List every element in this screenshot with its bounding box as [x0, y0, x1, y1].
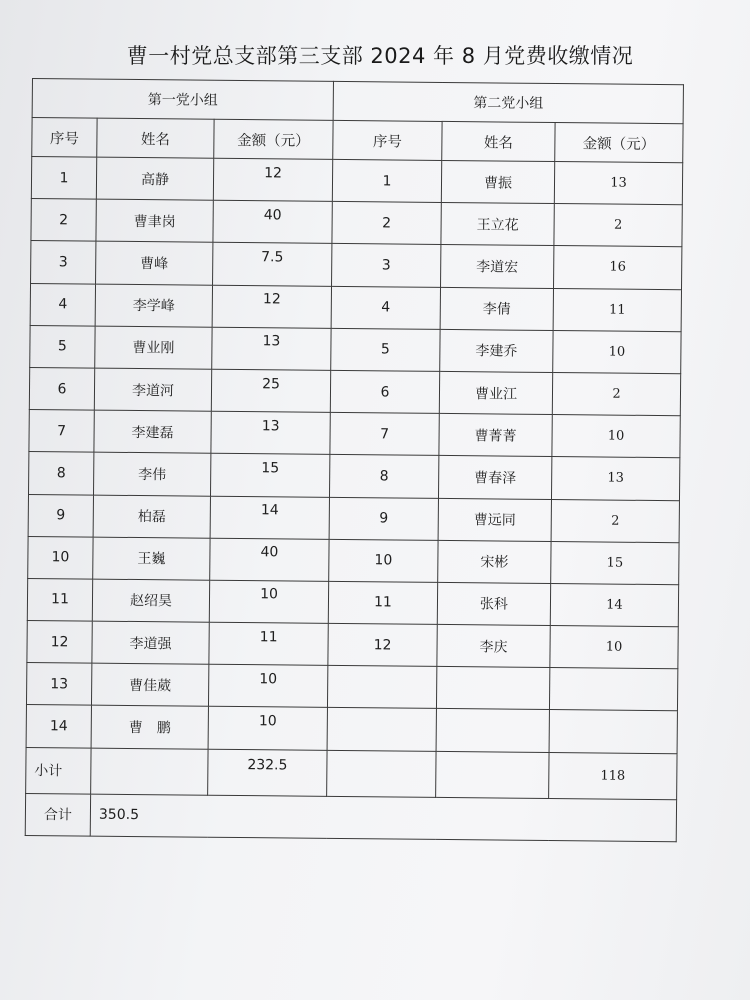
- subtotal-left-cell: [208, 749, 327, 796]
- right-name-header: 姓名: [442, 121, 555, 161]
- left-seq-cell: 4: [30, 283, 95, 326]
- right-amount-cell: [549, 668, 677, 711]
- left-name-cell: 王巍: [93, 537, 210, 580]
- table-row: [28, 536, 679, 584]
- left-name-cell: 曹聿岗: [96, 199, 213, 242]
- right-amount-cell: 14: [550, 583, 678, 626]
- right-amount-cell: 10: [550, 626, 678, 669]
- table-row: [30, 325, 681, 373]
- right-seq-cell: [327, 666, 436, 709]
- column-header-row: [32, 118, 683, 163]
- subtotal-empty-cell: [436, 751, 549, 798]
- amount-value: 10: [260, 586, 279, 603]
- left-seq-cell: 7: [29, 410, 94, 453]
- left-seq-cell: 10: [28, 536, 93, 579]
- total-label: 合计: [25, 793, 90, 836]
- table-row: [28, 494, 679, 542]
- left-seq-cell: 14: [26, 705, 91, 748]
- right-seq-cell: 2: [332, 202, 441, 245]
- right-seq-cell: 8: [329, 455, 438, 498]
- right-seq-cell: 3: [332, 244, 441, 287]
- right-name-cell: 李道宏: [441, 245, 554, 288]
- left-amount-cell: [212, 285, 331, 328]
- subtotal-empty-cell: [327, 750, 436, 797]
- table-row: [31, 241, 682, 289]
- amount-value: 25: [262, 375, 281, 392]
- right-name-cell: 李庆: [437, 624, 550, 667]
- dues-table: [25, 78, 684, 842]
- right-name-cell: 曹远同: [438, 498, 551, 541]
- right-name-cell: 李倩: [440, 287, 553, 330]
- left-name-cell: 李伟: [94, 452, 211, 495]
- left-name-cell: 曹 鹏: [91, 706, 208, 749]
- right-seq-cell: 6: [330, 370, 439, 413]
- left-amount-cell: [210, 496, 329, 539]
- left-seq-cell: 5: [30, 325, 95, 368]
- left-amount-cell: [209, 622, 328, 665]
- table-row: [26, 663, 677, 711]
- table-row: [30, 283, 681, 331]
- left-name-cell: 曹业刚: [95, 326, 212, 369]
- left-name-cell: 赵绍昊: [92, 579, 209, 622]
- table-row: [27, 578, 678, 626]
- right-amount-cell: 16: [554, 246, 682, 289]
- amount-value: 12: [262, 291, 281, 308]
- amount-value: 14: [260, 502, 279, 519]
- left-name-cell: 柏磊: [93, 495, 210, 538]
- right-name-cell: 曹菁菁: [439, 414, 552, 457]
- subtotal-label: 小计: [26, 747, 91, 794]
- right-amount-cell: 15: [551, 541, 679, 584]
- left-seq-header: 序号: [32, 118, 97, 158]
- left-amount-cell: [210, 454, 329, 497]
- right-seq-cell: 1: [332, 159, 441, 202]
- table-row: [31, 157, 682, 205]
- right-name-cell: [436, 709, 549, 752]
- left-amount-header: 金额（元）: [214, 119, 333, 159]
- amount-value: 10: [258, 713, 277, 730]
- left-name-cell: 李道河: [94, 368, 211, 411]
- right-name-cell: 王立花: [441, 203, 554, 246]
- table-row: [31, 199, 682, 247]
- left-amount-cell: [213, 243, 332, 286]
- right-name-cell: 李建乔: [440, 329, 553, 372]
- right-seq-cell: 7: [330, 413, 439, 456]
- left-name-cell: 李建磊: [94, 410, 211, 453]
- right-seq-cell: 11: [328, 581, 437, 624]
- left-seq-cell: 8: [29, 452, 94, 495]
- subtotal-right-value: 118: [549, 752, 677, 799]
- left-name-cell: 高静: [96, 157, 213, 200]
- right-name-cell: 曹业江: [439, 371, 552, 414]
- left-amount-cell: [212, 327, 331, 370]
- amount-value: 11: [259, 628, 278, 646]
- table-row: [29, 452, 680, 500]
- left-name-cell: 曹峰: [96, 241, 213, 284]
- amount-value: 10: [259, 671, 278, 688]
- amount-value: 40: [260, 544, 279, 561]
- amount-value: 15: [261, 460, 280, 477]
- amount-value: 13: [262, 333, 281, 350]
- right-amount-cell: 10: [553, 330, 681, 373]
- left-amount-cell: [208, 664, 327, 707]
- amount-value: 7.5: [261, 249, 284, 266]
- table-row: [29, 410, 680, 458]
- left-amount-cell: [208, 707, 327, 750]
- left-amount-cell: [209, 580, 328, 623]
- right-amount-header: 金额（元）: [555, 123, 683, 163]
- right-seq-cell: 9: [329, 497, 438, 540]
- left-seq-cell: 6: [29, 367, 94, 410]
- right-seq-header: 序号: [333, 120, 442, 160]
- left-name-header: 姓名: [97, 118, 214, 158]
- right-amount-cell: 13: [554, 162, 682, 205]
- table-row: [26, 705, 677, 753]
- right-name-cell: 张科: [437, 582, 550, 625]
- right-seq-cell: 12: [328, 623, 437, 666]
- left-name-cell: 李道强: [92, 621, 209, 664]
- right-amount-cell: 2: [554, 204, 682, 247]
- left-name-cell: 曹佳葳: [91, 663, 208, 706]
- amount-value: 40: [263, 207, 282, 224]
- left-amount-cell: [210, 538, 329, 581]
- right-seq-cell: 4: [331, 286, 440, 329]
- left-seq-cell: 1: [31, 157, 96, 200]
- left-amount-cell: [211, 369, 330, 412]
- left-seq-cell: 3: [31, 241, 96, 284]
- right-amount-cell: [549, 710, 677, 753]
- total-row: [25, 793, 676, 841]
- subtotal-left-value: 232.5: [247, 757, 288, 774]
- left-name-cell: 李学峰: [95, 284, 212, 327]
- right-name-cell: 宋彬: [438, 540, 551, 583]
- right-seq-cell: 10: [329, 539, 438, 582]
- left-amount-cell: [213, 200, 332, 243]
- right-name-cell: 曹振: [441, 160, 554, 203]
- amount-value: 13: [261, 417, 280, 435]
- table-row: [29, 367, 680, 415]
- left-seq-cell: 11: [27, 578, 92, 621]
- right-seq-cell: 5: [331, 328, 440, 371]
- table-row: [27, 621, 678, 669]
- document-title: 曹一村党总支部第三支部 2024 年 8 月党费收缴情况: [126, 44, 634, 68]
- right-name-cell: 曹春泽: [438, 456, 551, 499]
- left-seq-cell: 12: [27, 621, 92, 664]
- subtotal-row: [26, 747, 677, 799]
- left-amount-cell: [211, 411, 330, 454]
- right-amount-cell: 2: [552, 372, 680, 415]
- right-amount-cell: 2: [551, 499, 679, 542]
- total-value: 350.5: [90, 794, 676, 842]
- right-amount-cell: 13: [551, 457, 679, 500]
- left-seq-cell: 13: [26, 663, 91, 706]
- right-seq-cell: [327, 708, 436, 751]
- left-amount-cell: [213, 158, 332, 201]
- group-right-header: 第二党小组: [333, 81, 683, 123]
- group-header-row: [32, 79, 683, 124]
- right-name-cell: [436, 667, 549, 710]
- right-amount-cell: 10: [552, 415, 680, 458]
- left-seq-cell: 9: [28, 494, 93, 537]
- left-seq-cell: 2: [31, 199, 96, 242]
- group-left-header: 第一党小组: [32, 79, 333, 121]
- right-amount-cell: 11: [553, 288, 681, 331]
- subtotal-empty-cell: [91, 748, 208, 795]
- amount-value: 12: [264, 164, 283, 181]
